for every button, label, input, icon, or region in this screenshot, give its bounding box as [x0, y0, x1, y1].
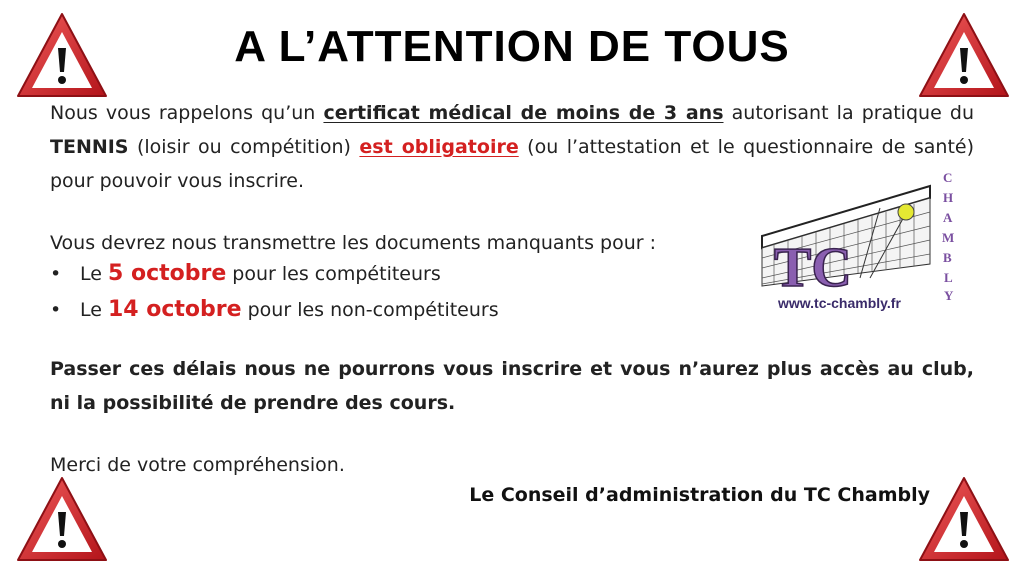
bullet: •: [50, 299, 62, 321]
deadline-warning: Passer ces délais nous ne pourrons vous inscrire et vous n’aurez plus accès au club, ni la possibilité de prendre des cours.: [50, 358, 974, 414]
tennis-word: TENNIS: [50, 136, 129, 158]
deadline-prefix: Le: [80, 263, 108, 285]
para1-text-1: Nous vous rappelons qu’un: [50, 102, 324, 124]
documents-intro: Vous devrez nous transmettre les documents manquants pour :: [50, 232, 656, 254]
logo-vertical-letter: B: [943, 250, 952, 265]
warning-triangle-icon: [14, 474, 110, 566]
tennis-ball-icon: [898, 204, 914, 220]
club-logo: [760, 168, 970, 318]
deadline-prefix: Le: [80, 299, 108, 321]
mandatory-notice: est obligatoire: [359, 136, 519, 158]
logo-url: www.tc-chambly.fr: [778, 295, 901, 311]
para1-text-3: autorisant la pratique du: [723, 102, 974, 124]
deadline-audience: pour les non-compétiteurs: [241, 299, 499, 321]
logo-vertical-letter: Y: [944, 288, 954, 303]
para1-text-5: (loisir ou compétition): [128, 136, 360, 158]
deadline-date: 5 octobre: [107, 261, 227, 286]
logo-vertical-letter: C: [943, 170, 953, 185]
signature: Le Conseil d’administration du TC Chambly: [469, 484, 930, 506]
deadline-list: [50, 256, 499, 328]
deadline-item-non-competitors: [50, 292, 499, 328]
deadline-audience: pour les compétiteurs: [226, 263, 441, 285]
warning-triangle-icon: [916, 474, 1012, 566]
page-title: A L’ATTENTION DE TOUS: [234, 22, 790, 71]
logo-vertical-letter: L: [944, 270, 953, 285]
certificate-requirement: certificat médical de moins de 3 ans: [323, 102, 724, 124]
deadline-date: 14 octobre: [107, 297, 242, 322]
bullet: •: [50, 263, 62, 285]
para1-text-7: (ou l’attestation et le questionnaire de santé) pour pouvoir vous inscrire.: [50, 136, 974, 192]
logo-vertical-letter: A: [943, 210, 953, 225]
logo-letters: TC: [774, 237, 852, 299]
thanks-text: Merci de votre compréhension.: [50, 454, 345, 476]
logo-vertical-letter: M: [942, 230, 955, 245]
deadline-item-competitors: [50, 256, 499, 292]
logo-vertical-letter: H: [943, 190, 954, 205]
